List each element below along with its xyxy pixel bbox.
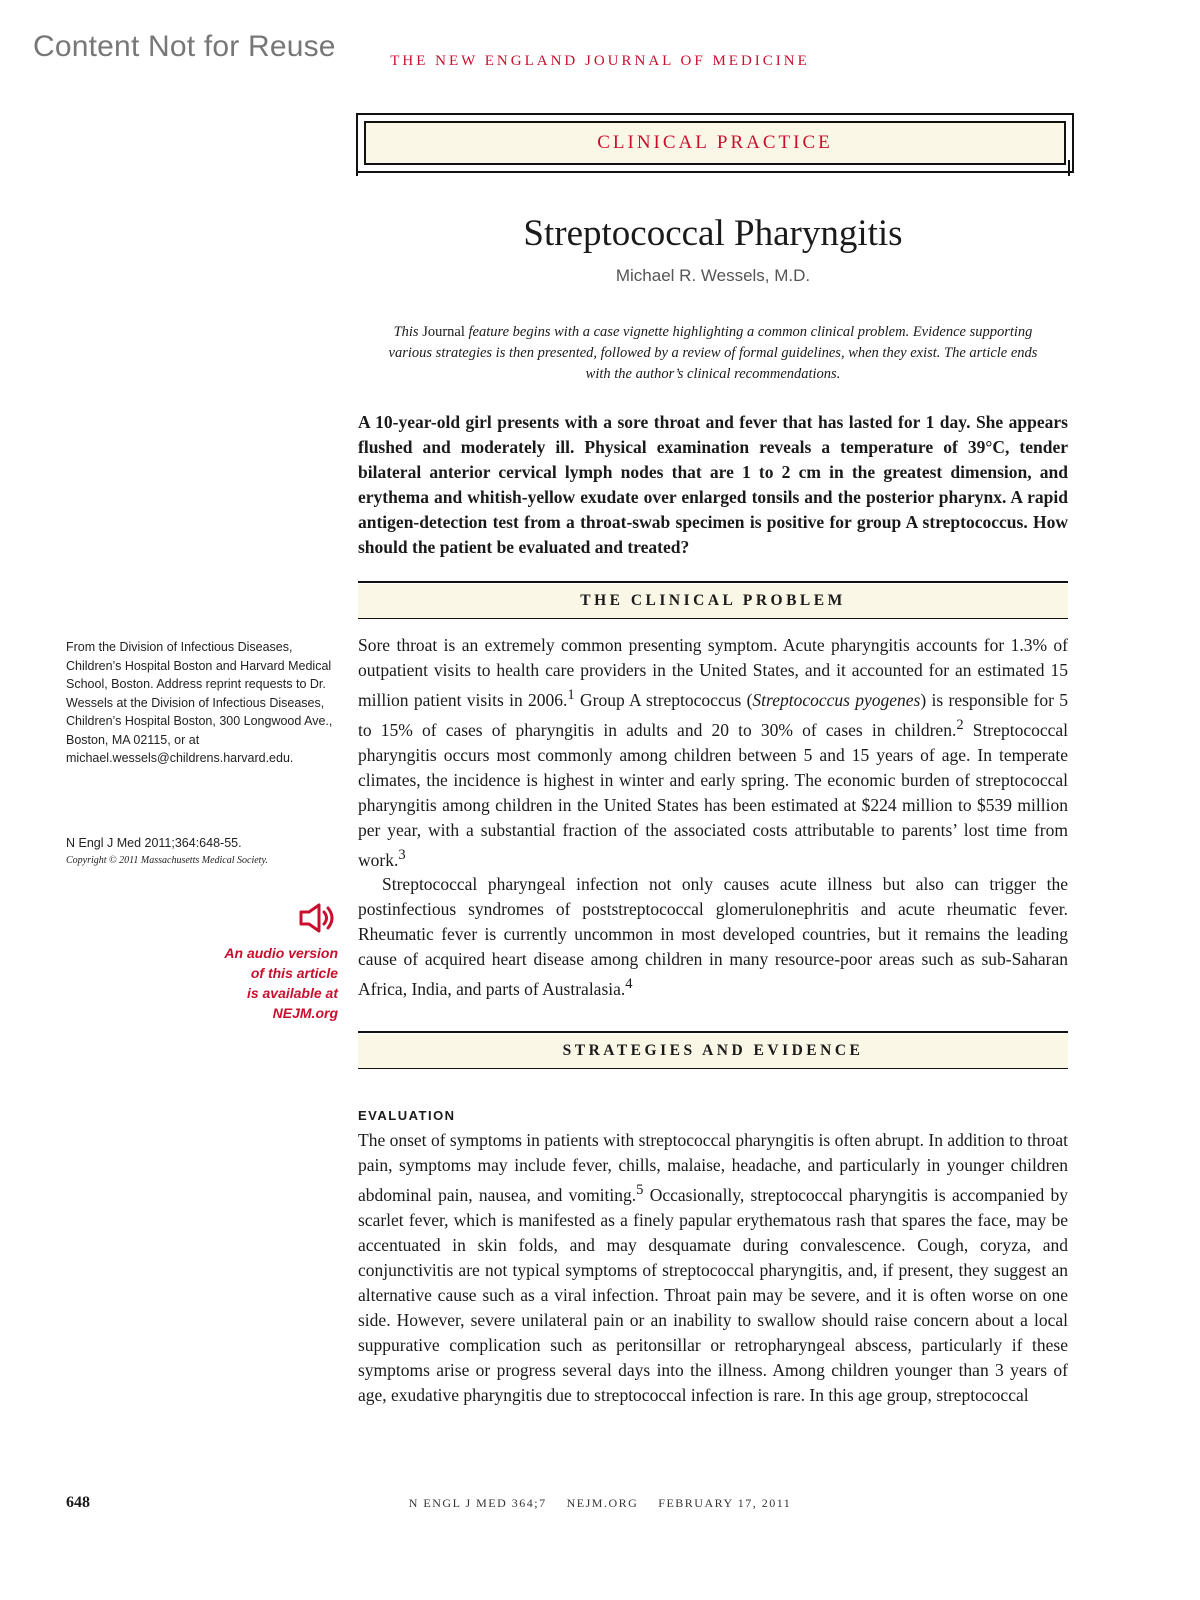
evaluation-subheading: EVALUATION bbox=[358, 1108, 456, 1123]
section-rule bbox=[358, 1068, 1068, 1069]
clinical-problem-body bbox=[358, 633, 1068, 1002]
feature-note: This Journal feature begins with a case vignette highlighting a common clinical problem. Evidence supporting various strategies is then presented, followed by a review of formal guidelines, when they exist. The article ends with the author’s clinical recommendations. bbox=[388, 324, 1038, 382]
clinical-problem-heading: THE CLINICAL PROBLEM bbox=[580, 592, 846, 609]
author-affiliation: From the Division of Infectious Diseases, Children’s Hospital Boston and Harvard Medical School, Boston. Address reprint requests to Dr. Wessels at the Division of Infectious Diseases, Children’s Hospital Boston, 300 Longwood Ave., Boston, MA 02115, or at michael.wessels@childrens.harvard.edu. bbox=[66, 640, 333, 765]
paragraph: Sore throat is an extremely common presenting symptom. Acute pharyngitis accounts for 1.3% of outpatient visits to health care providers in the United States, and it accounted for an estimated 15 million patient visits in 2006.$^1$ Group A streptococcus (Streptococcus pyogenes) is responsible for 5 to 15% of cases of pharyngitis in adults and 20 to 30% of cases in children.$^2$ Streptococcal pharyngitis occurs most commonly among children between 5 and 15 years of age. In temperate climates, the incidence is highest in winter and early spring. The economic burden of streptococcal pharyngitis among children in the United States has been estimated at $224 million to $539 million per year, with a substantial fraction of the associated costs attributable to parents’ lost time from work.$^3$ bbox=[358, 635, 1068, 870]
strategies-heading-band bbox=[358, 1034, 1068, 1068]
paragraph: Streptococcal pharyngeal infection not only causes acute illness but also can trigger the postinfectious syndromes of poststreptococcal glomerulonephritis and acute rheumatic fever. Rheumatic fever is currently uncommon in most developed countries, but it remains the leading cause of acquired heart disease among children in many resource-poor areas such as sub-Saharan Africa, India, and parts of Australasia.$^4$ bbox=[358, 874, 1068, 1000]
article-title: Streptococcal Pharyngitis bbox=[523, 213, 903, 254]
section-rule bbox=[358, 581, 1068, 583]
reference-mark: 5 bbox=[636, 1182, 644, 1198]
section-rule bbox=[358, 1031, 1068, 1033]
section-rule bbox=[358, 618, 1068, 619]
audio-version-link[interactable]: An audio version of this article is available at NEJM.org bbox=[224, 945, 338, 1021]
section-label-box bbox=[356, 113, 1074, 173]
page-number: 648 bbox=[66, 1494, 90, 1511]
article-author: Michael R. Wessels, M.D. bbox=[615, 266, 811, 285]
journal-word: Journal bbox=[422, 324, 465, 340]
speaker-icon[interactable] bbox=[298, 902, 338, 934]
reference-mark: 2 bbox=[956, 716, 964, 733]
reference-mark: 1 bbox=[567, 687, 575, 703]
copyright: Copyright © 2011 Massachusetts Medical Society. bbox=[66, 855, 268, 866]
species-name: Streptococcus pyogenes bbox=[752, 689, 921, 710]
reference-mark: 3 bbox=[398, 846, 406, 863]
citation: N Engl J Med 2011;364:648-55. bbox=[66, 836, 242, 850]
evaluation-body bbox=[358, 1128, 1068, 1408]
watermark: Content Not for Reuse bbox=[33, 30, 336, 63]
case-vignette: A 10-year-old girl presents with a sore throat and fever that has lasted for 1 day. She appears flushed and moderately ill. Physical examination reveals a temperature of 39°C, tender bilateral anterior cervical lymph nodes that are 1 to 2 cm in the greatest dimension, and erythema and whitish-yellow exudate over enlarged tonsils and the posterior pharynx. A rapid antigen-detection test from a throat-swab specimen is positive for group A streptococcus. How should the patient be evaluated and treated? bbox=[358, 412, 1068, 557]
reference-mark: 4 bbox=[625, 976, 633, 993]
paragraph: The onset of symptoms in patients with streptococcal pharyngitis is often abrupt. In addition to throat pain, symptoms may include fever, chills, malaise, headache, and particularly in younger children abdominal pain, nausea, and vomiting.$^5$ Occasionally, streptococcal pharyngitis is accompanied by scarlet fever, which is manifested as a finely papular erythematous rash that spares the face, may be accentuated in skin folds, and may desquamate during convalescence. Cough, coryza, and conjunctivitis are not typical symptoms of streptococcal pharyngitis, and, if present, they suggest an alternative cause such as a viral infection. Throat pain may be severe, and it is often worse on one side. However, severe unilateral pain or an inability to swallow should raise concern about a local suppurative complication such as peritonsillar or retropharyngeal abscess, particularly if these symptoms arise or progress several days into the illness. Among children younger than 3 years of age, exudative pharyngitis due to streptococcal infection is rare. In this age group, streptococcal bbox=[358, 1130, 1068, 1405]
running-head: THE NEW ENGLAND JOURNAL OF MEDICINE bbox=[390, 53, 810, 69]
strategies-heading: STRATEGIES AND EVIDENCE bbox=[562, 1042, 864, 1059]
box-corner-left bbox=[356, 160, 358, 176]
page-footer: N ENGL J MED 364;7 NEJM.ORG FEBRUARY 17, 2011 bbox=[408, 1496, 792, 1510]
box-corner-right bbox=[1068, 160, 1070, 176]
section-label: CLINICAL PRACTICE bbox=[597, 132, 833, 153]
clinical-problem-heading-band bbox=[358, 584, 1068, 618]
